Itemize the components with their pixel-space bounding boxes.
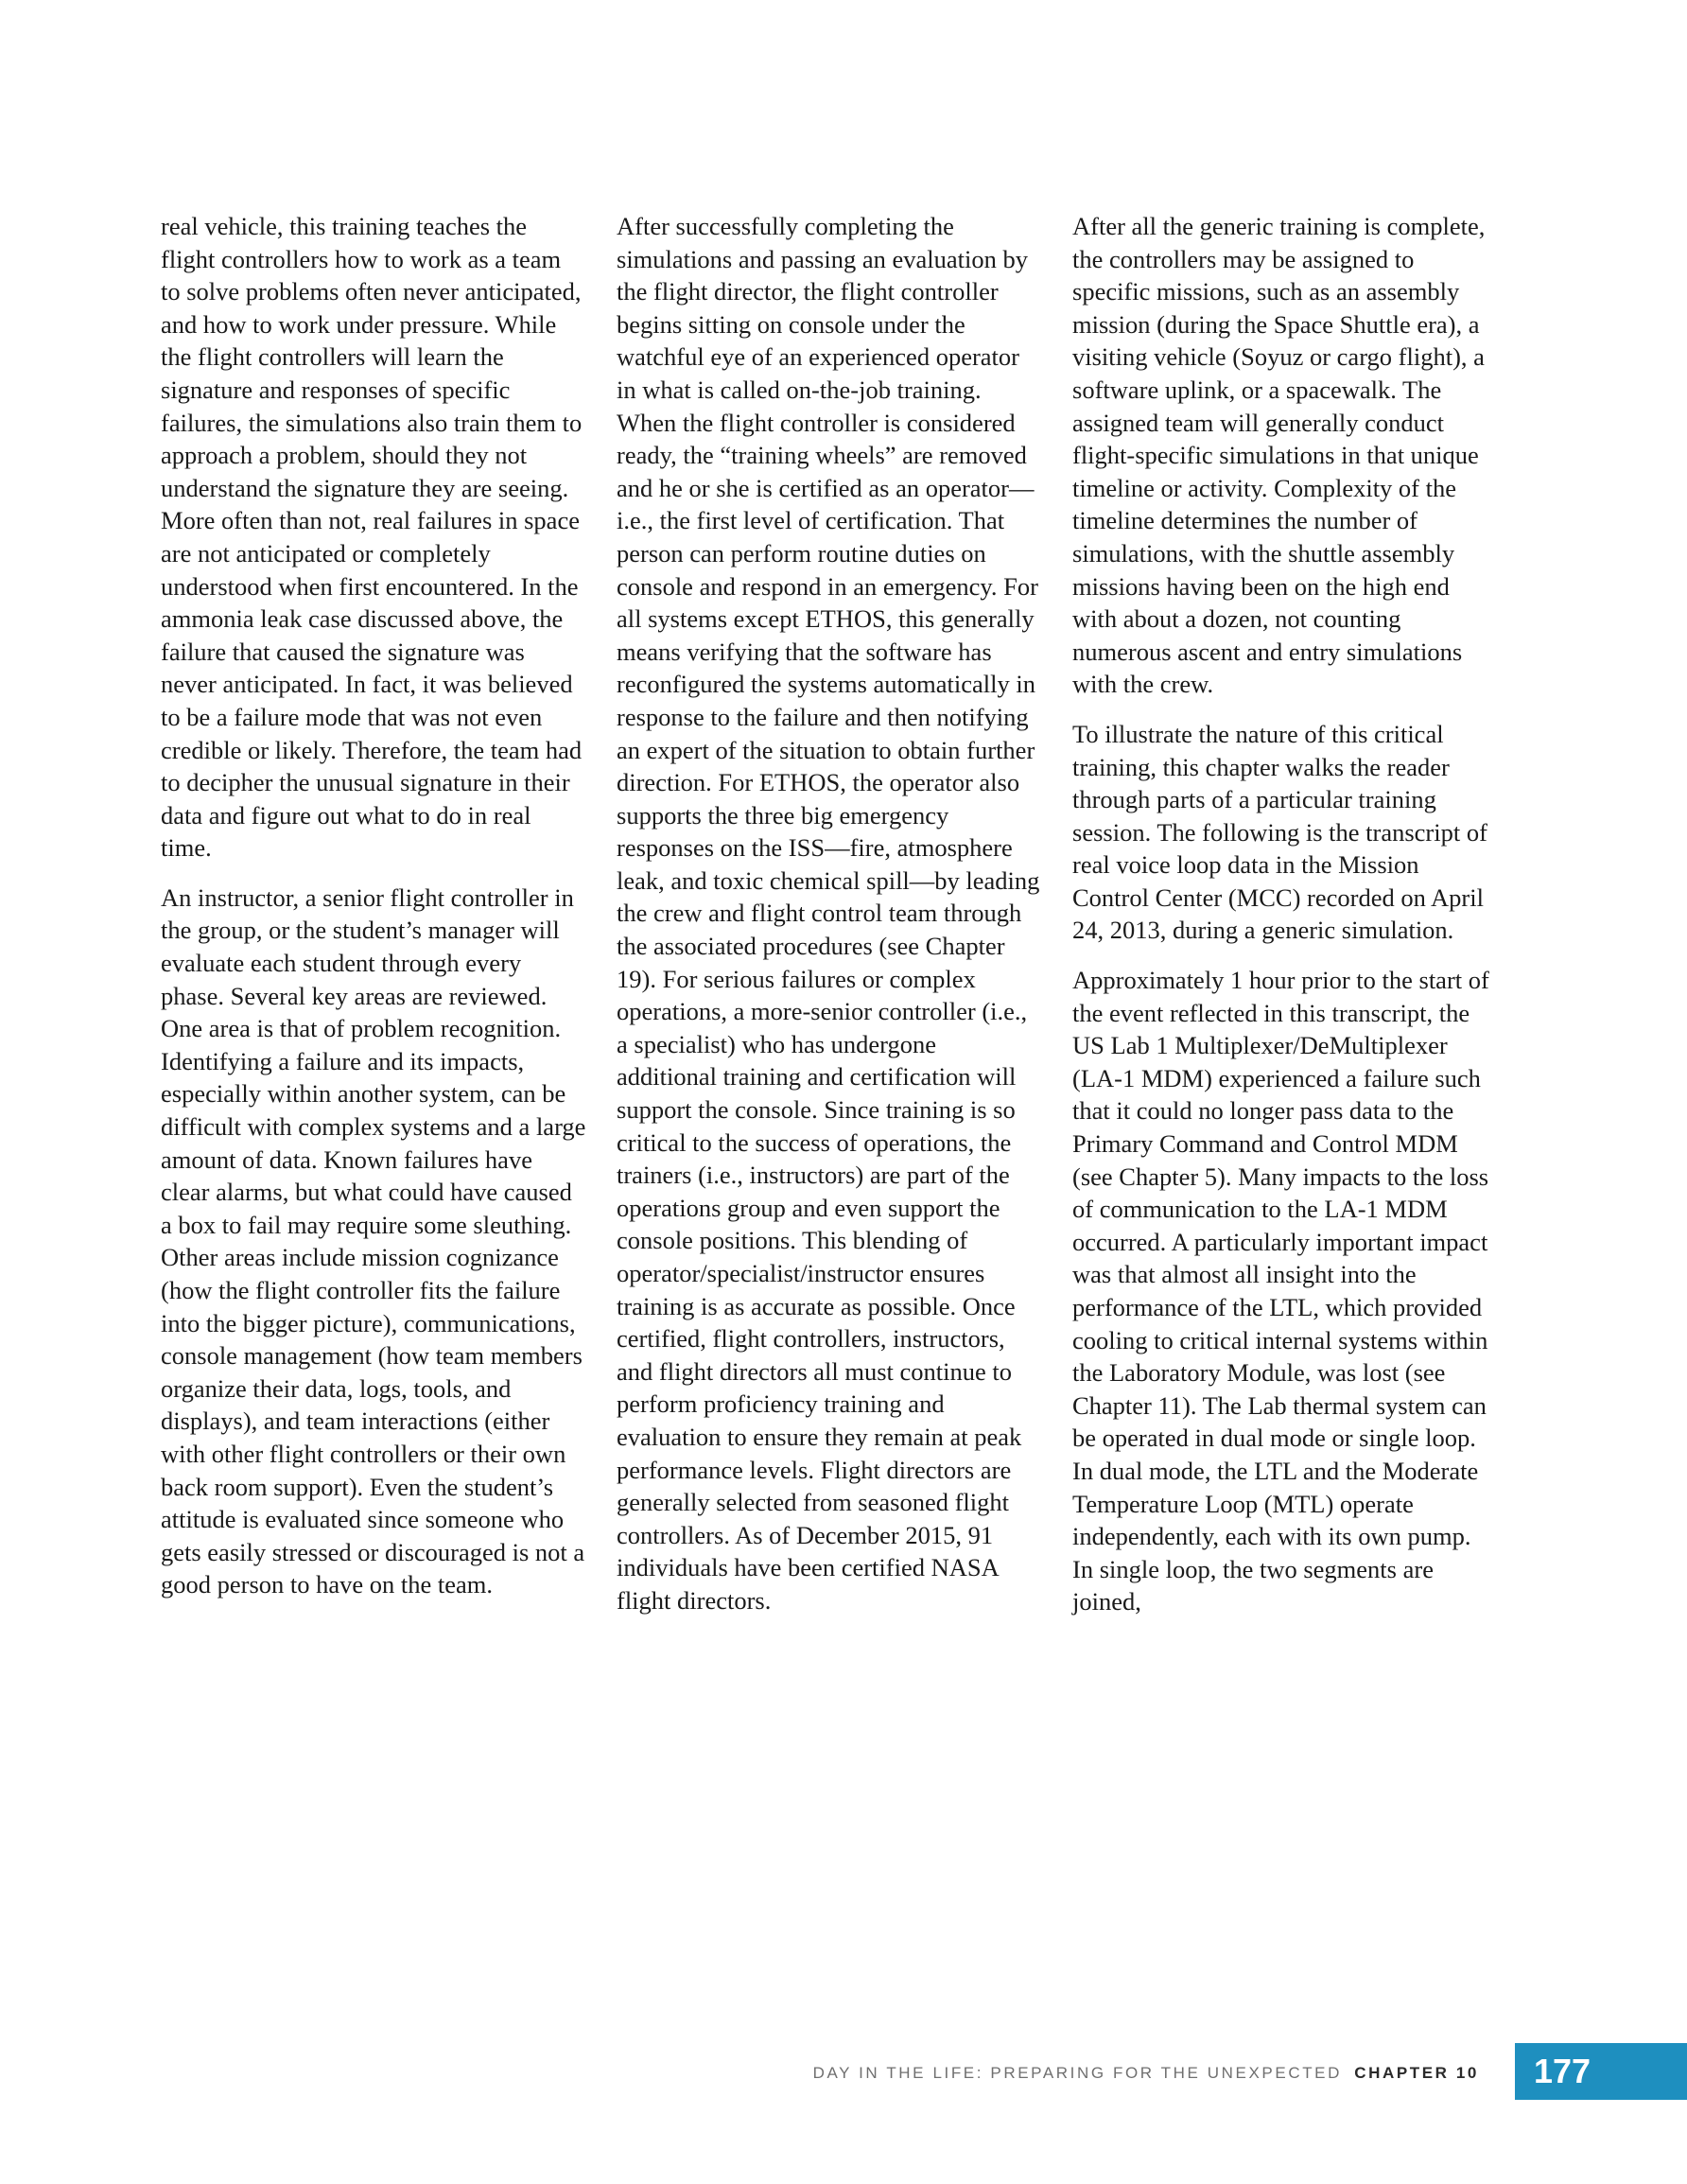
paragraph: Approximately 1 hour prior to the start of the event reflected in this transcript, the US Lab 1 Multiplexer/DeMultiplexer (LA-1 MDM) experienced a failure such that it could no longer pass data to the Primary Command and Control MDM (see Chapter 5). Many impacts to the loss of communication to the LA-1 MDM occurred. A particularly important impact was that almost all insight into the performance of the LTL, which provided cooling to critical internal systems within the Laboratory Module, was lost (see Chapter 11). The Lab thermal system can be operated in dual mode or single loop. In dual mode, the LTL and the Moderate Temperature Loop (MTL) operate independently, each with its own pump. In single loop, the two segments are joined, (1072, 966, 1489, 1616)
text-column-3 (1072, 210, 1498, 1635)
paragraph: An instructor, a senior flight controller in the group, or the student’s manager will evaluate each student through every phase. Several key areas are reviewed. One area is that of problem recognition. Identifying a failure and its impacts, especially within another system, can be difficult with complex systems and a large amount of data. Known failures have clear alarms, but what could have caused a box to fail may require some sleuthing. Other areas include mission cognizance (how the flight controller fits the failure into the bigger picture), communications, console management (how team members organize their data, logs, tools, and displays), and team interactions (either with other flight controllers or their own back room support). Even the student’s attitude is evaluated since someone who gets easily stressed or discouraged is not a good person to have on the team. (161, 882, 586, 1599)
paragraph: After all the generic training is complete, the controllers may be assigned to specific missions, such as an assembly mission (during the Space Shuttle era), a visiting vehicle (Soyuz or cargo flight), a software uplink, or a spacewalk. The assigned team will generally conduct flight-specific simulations in that unique timeline or activity. Complexity of the timeline determines the number of simulations, with the shuttle assembly missions having been on the high end with about a dozen, not counting numerous ascent and entry simulations with the crew. (1072, 212, 1486, 699)
paragraph: To illustrate the nature of this critical training, this chapter walks the reader through parts of a particular training session. The following is the transcript of real voice loop data in the Mission Control Center (MCC) recorded on April 24, 2013, during a generic simulation. (1072, 719, 1487, 945)
chapter-label: CHAPTER 10 (1354, 2064, 1479, 2082)
paragraph: After successfully completing the simulations and passing an evaluation by the flight director, the flight controller begins sitting on console under the watchful eye of an experienced operator in what is called on-the-job training. When the flight controller is considered ready, the “training wheels” are removed and he or she is certified as an operator—i.e., the first level of certification. That person can perform routine duties on console and respond in an emergency. For all systems except ETHOS, this generally means verifying that the software has reconfigured the systems automatically in response to the failure and then notifying an expert of the situation to obtain further direction. For ETHOS, the operator also supports the three big emergency responses on the ISS—fire, atmosphere leak, and toxic chemical spill—by leading the crew and flight control team through the associated procedures (see Chapter 19). For serious failures or complex operations, a more-senior controller (i.e., a specialist) who has undergone additional training and certification will support the console. Since training is so critical to the success of operations, the trainers (i.e., instructors) are part of the operations group and even support the console positions. This blending of operator/specialist/instructor ensures training is as accurate as possible. Once certified, flight controllers, instructors, and flight directors all must continue to perform proficiency training and evaluation to ensure they remain at peak performance levels. Flight directors are generally selected from seasoned flight controllers. As of December 2015, 91 individuals have been certified NASA flight directors. (617, 212, 1040, 1615)
page-number-badge: 177 (1515, 2043, 1687, 2100)
running-title: DAY IN THE LIFE: PREPARING FOR THE UNEXPECTED (812, 2064, 1342, 2082)
text-column-2 (617, 210, 1042, 1634)
page-footer (0, 2043, 1687, 2104)
text-column-1 (161, 210, 586, 1618)
paragraph: real vehicle, this training teaches the flight controllers how to work as a team to solve problems often never anticipated, and how to work under pressure. While the flight controllers will learn the signature and responses of specific failures, the simulations also train them to approach a problem, should they not understand the signature they are seeing. More often than not, real failures in space are not anticipated or completely understood when first encountered. In the ammonia leak case discussed above, the failure that caused the signature was never anticipated. In fact, it was believed to be a failure mode that was not even credible or likely. Therefore, the team had to decipher the unusual signature in their data and figure out what to do in real time. (161, 212, 583, 863)
